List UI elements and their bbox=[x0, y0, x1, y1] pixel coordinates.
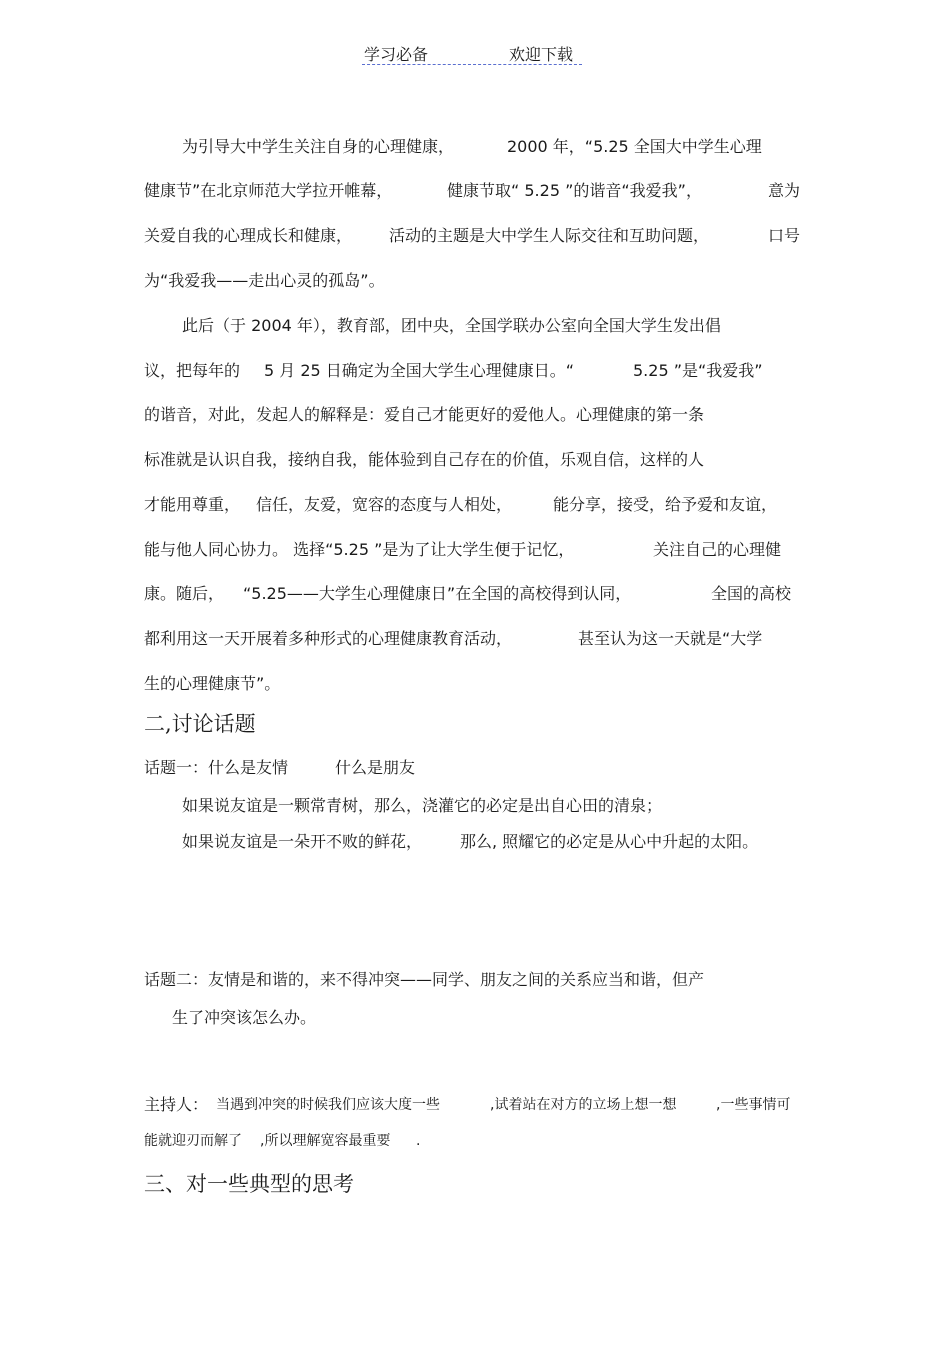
history-line-1: 此后（于 2004 年），教育部，团中央，全国学联办公室向全国大学生发出倡 bbox=[182, 316, 721, 335]
host-line-1b: ,试着站在对方的立场上想一想 bbox=[490, 1097, 677, 1113]
intro-line-2b: 健康节取“ 5.25 ”的谐音“我爱我”， bbox=[447, 181, 702, 200]
history-line-7b: “5.25——大学生心理健康日”在全国的高校得到认同， bbox=[243, 584, 632, 603]
intro-line-2c: 意为 bbox=[768, 181, 801, 200]
history-line-6b: 关注自己的心理健 bbox=[653, 540, 782, 559]
intro-line-3a: 关爱自我的心理成长和健康， bbox=[144, 226, 353, 245]
host-line-2b: ,所以理解宽容最重要 bbox=[260, 1133, 391, 1149]
history-line-3: 的谐音，对此，发起人的解释是：爱自己才能更好的爱他人。心理健康的第一条 bbox=[144, 405, 705, 424]
topic-1-label-b: 什么是朋友 bbox=[335, 758, 416, 777]
host-line-1a: 当遇到冲突的时候我们应该大度一些 bbox=[216, 1097, 440, 1113]
topic-2-line-2: 生了冲突该怎么办。 bbox=[172, 1008, 317, 1027]
intro-line-1a: 为引导大中学生关注自身的心理健康， bbox=[182, 137, 455, 156]
topic-1-label-a: 话题一：什么是友情 bbox=[144, 758, 289, 777]
history-line-8b: 甚至认为这一天就是“大学 bbox=[578, 629, 763, 648]
topic-1-line-1: 如果说友谊是一颗常青树，那么，浇灌它的必定是出自心田的清泉； bbox=[182, 796, 663, 815]
history-line-5c: 能分享，接受，给予爱和友谊， bbox=[553, 495, 778, 514]
intro-line-2a: 健康节”在北京师范大学拉开帷幕， bbox=[144, 181, 393, 200]
topic-1-line-2b: 那么, 照耀它的必定是从心中升起的太阳。 bbox=[460, 832, 759, 851]
history-line-2a: 议，把每年的 bbox=[144, 361, 241, 380]
section-3-title: 三、对一些典型的思考 bbox=[144, 1172, 354, 1196]
host-label: 主持人： bbox=[144, 1095, 209, 1114]
history-line-5a: 才能用尊重， bbox=[144, 495, 241, 514]
intro-line-3b: 活动的主题是大中学生人际交往和互助问题， bbox=[389, 226, 710, 245]
history-line-2c: 5.25 ”是“我爱我” bbox=[633, 361, 763, 380]
history-line-2b: 5 月 25 日确定为全国大学生心理健康日。“ bbox=[264, 361, 575, 380]
intro-line-4: 为“我爱我——走出心灵的孤岛”。 bbox=[144, 271, 385, 290]
history-line-7a: 康。随后， bbox=[144, 584, 225, 603]
intro-line-1b: 2000 年，“5.25 全国大中学生心理 bbox=[507, 137, 762, 156]
topic-2-line-1: 话题二：友情是和谐的，来不得冲突——同学、朋友之间的关系应当和谐，但产 bbox=[144, 970, 705, 989]
host-line-2a: 能就迎刃而解了 bbox=[144, 1133, 242, 1149]
history-line-5b: 信任，友爱，宽容的态度与人相处， bbox=[256, 495, 513, 514]
host-line-1c: ,一些事情可 bbox=[716, 1097, 791, 1113]
history-line-6a: 能与他人同心协力。 选择“5.25 ”是为了让大学生便于记忆， bbox=[144, 540, 575, 559]
page-header bbox=[362, 40, 582, 65]
header-left-text: 学习必备 bbox=[364, 45, 429, 64]
history-line-4: 标准就是认识自我，接纳自我，能体验到自己存在的价值，乐观自信，这样的人 bbox=[144, 450, 705, 469]
intro-line-3c: 口号 bbox=[768, 226, 801, 245]
history-line-7c: 全国的高校 bbox=[711, 584, 792, 603]
section-2-title: 二,讨论话题 bbox=[144, 712, 256, 736]
history-line-9: 生的心理健康节”。 bbox=[144, 674, 281, 693]
header-right-text: 欢迎下载 bbox=[509, 45, 574, 64]
history-line-8a: 都利用这一天开展着多种形式的心理健康教育活动， bbox=[144, 629, 513, 648]
host-line-2c: . bbox=[416, 1133, 421, 1149]
topic-1-line-2a: 如果说友谊是一朵开不败的鲜花， bbox=[182, 832, 423, 851]
